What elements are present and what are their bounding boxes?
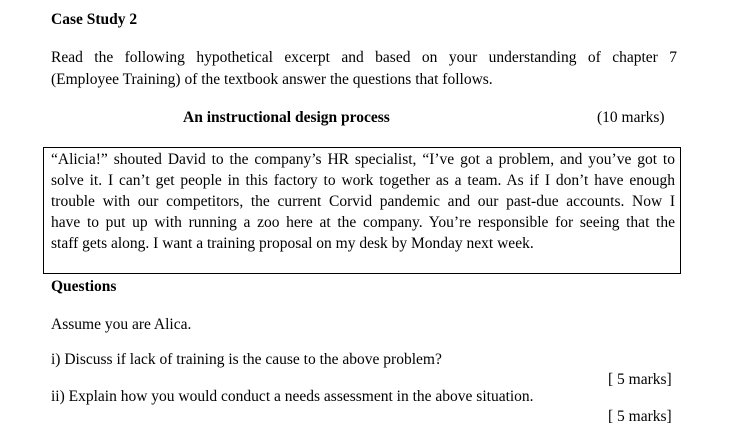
intro-line: (Employee Training) of the textbook answer the questions that follows.: [51, 71, 493, 88]
question-2: ii) Explain how you would conduct a needs assessment in the above situation.: [51, 388, 534, 405]
section-title: An instructional design process: [183, 109, 390, 126]
excerpt-line: trouble with our competitors, the current Corvid pandemic and our past-due accounts. Now I: [51, 193, 675, 210]
case-study-title: Case Study 2: [51, 11, 138, 28]
excerpt-line: staff gets along. I want a training proposal on my desk by Monday next week.: [51, 235, 534, 252]
intro-paragraph: [51, 47, 677, 91]
intro-line: Read the following hypothetical excerpt and based on your understanding of chapter 7: [51, 49, 677, 66]
section-marks: (10 marks): [597, 109, 665, 126]
questions-heading: Questions: [51, 278, 117, 295]
question-1: i) Discuss if lack of training is the cause to the above problem?: [51, 351, 442, 368]
excerpt-line: have to put up with running a zoo here at the company. You’re responsible for seeing that the: [51, 214, 675, 231]
excerpt-line: solve it. I can’t get people in this factory to work together as a team. As if I don’t have enough: [51, 172, 675, 189]
question-2-marks: [ 5 marks]: [608, 408, 672, 425]
question-1-marks: [ 5 marks]: [608, 371, 672, 388]
assume-text: Assume you are Alica.: [51, 316, 192, 333]
excerpt-text: [51, 149, 675, 254]
excerpt-box: [43, 147, 681, 274]
excerpt-line: “Alicia!” shouted David to the company’s HR specialist, “I’ve got a problem, and you’ve got to: [51, 151, 675, 168]
